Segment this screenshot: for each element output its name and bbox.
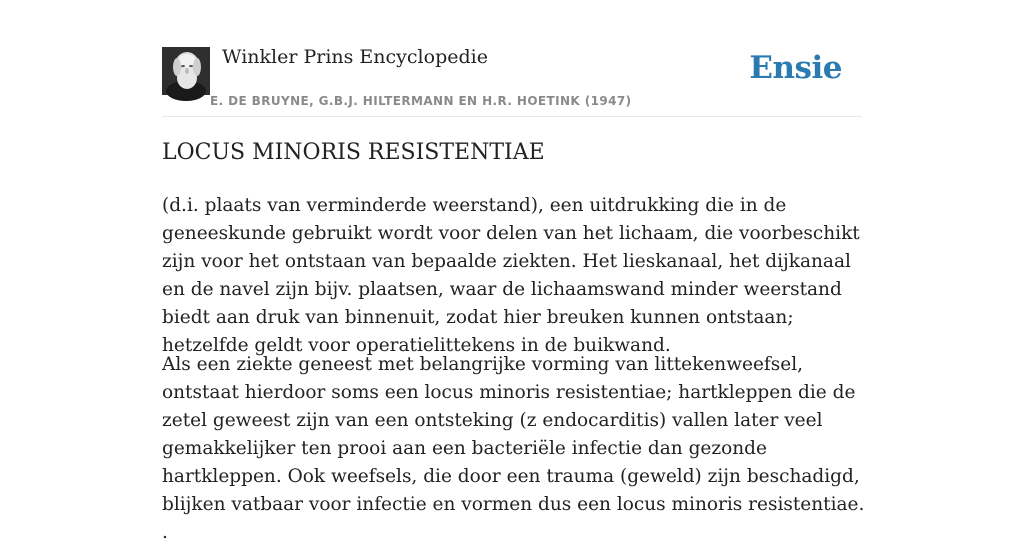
author-avatar[interactable] (162, 47, 210, 95)
authors-subtitle[interactable]: E. DE BRUYNE, G.B.J. HILTERMANN EN H.R. HOETINK (1947) (210, 94, 632, 108)
ensie-logo[interactable]: Ensie (749, 50, 842, 86)
site-title[interactable]: Winkler Prins Encyclopedie (222, 46, 488, 68)
portrait-photo-icon (162, 47, 210, 95)
article-title: LOCUS MINORIS RESISTENTIAE (162, 140, 545, 165)
header (162, 44, 862, 117)
article-paragraph: (d.i. plaats van verminderde weerstand), een uitdrukking die in de geneeskunde gebruikt wordt voor delen van het lichaam, die voorbeschikt zijn voor het ontstaan van bepaalde ziekten. Het lieskanaal, het dijkanaal en de navel zijn bijv. plaatsen, waar de lichaamswand minder weerstand biedt aan druk van binnenuit, zodat hier breuken kunnen ontstaan; hetzelfde geldt voor operatielittekens in de buikwand. (162, 195, 860, 356)
article-paragraph: Als een ziekte geneest met belangrijke vorming van littekenweefsel, ontstaat hierdoor soms een locus minoris resistentiae; hartkleppen die de zetel geweest zijn van een ontsteking (z endocarditis) vallen later veel gemakkelijker ten prooi aan een bacteriële infectie dan gezonde hartkleppen. Ook weefsels, die door een trauma (geweld) zijn beschadigd, blijken vatbaar voor infectie en vormen dus een locus minoris resistentiae. . (162, 354, 865, 543)
